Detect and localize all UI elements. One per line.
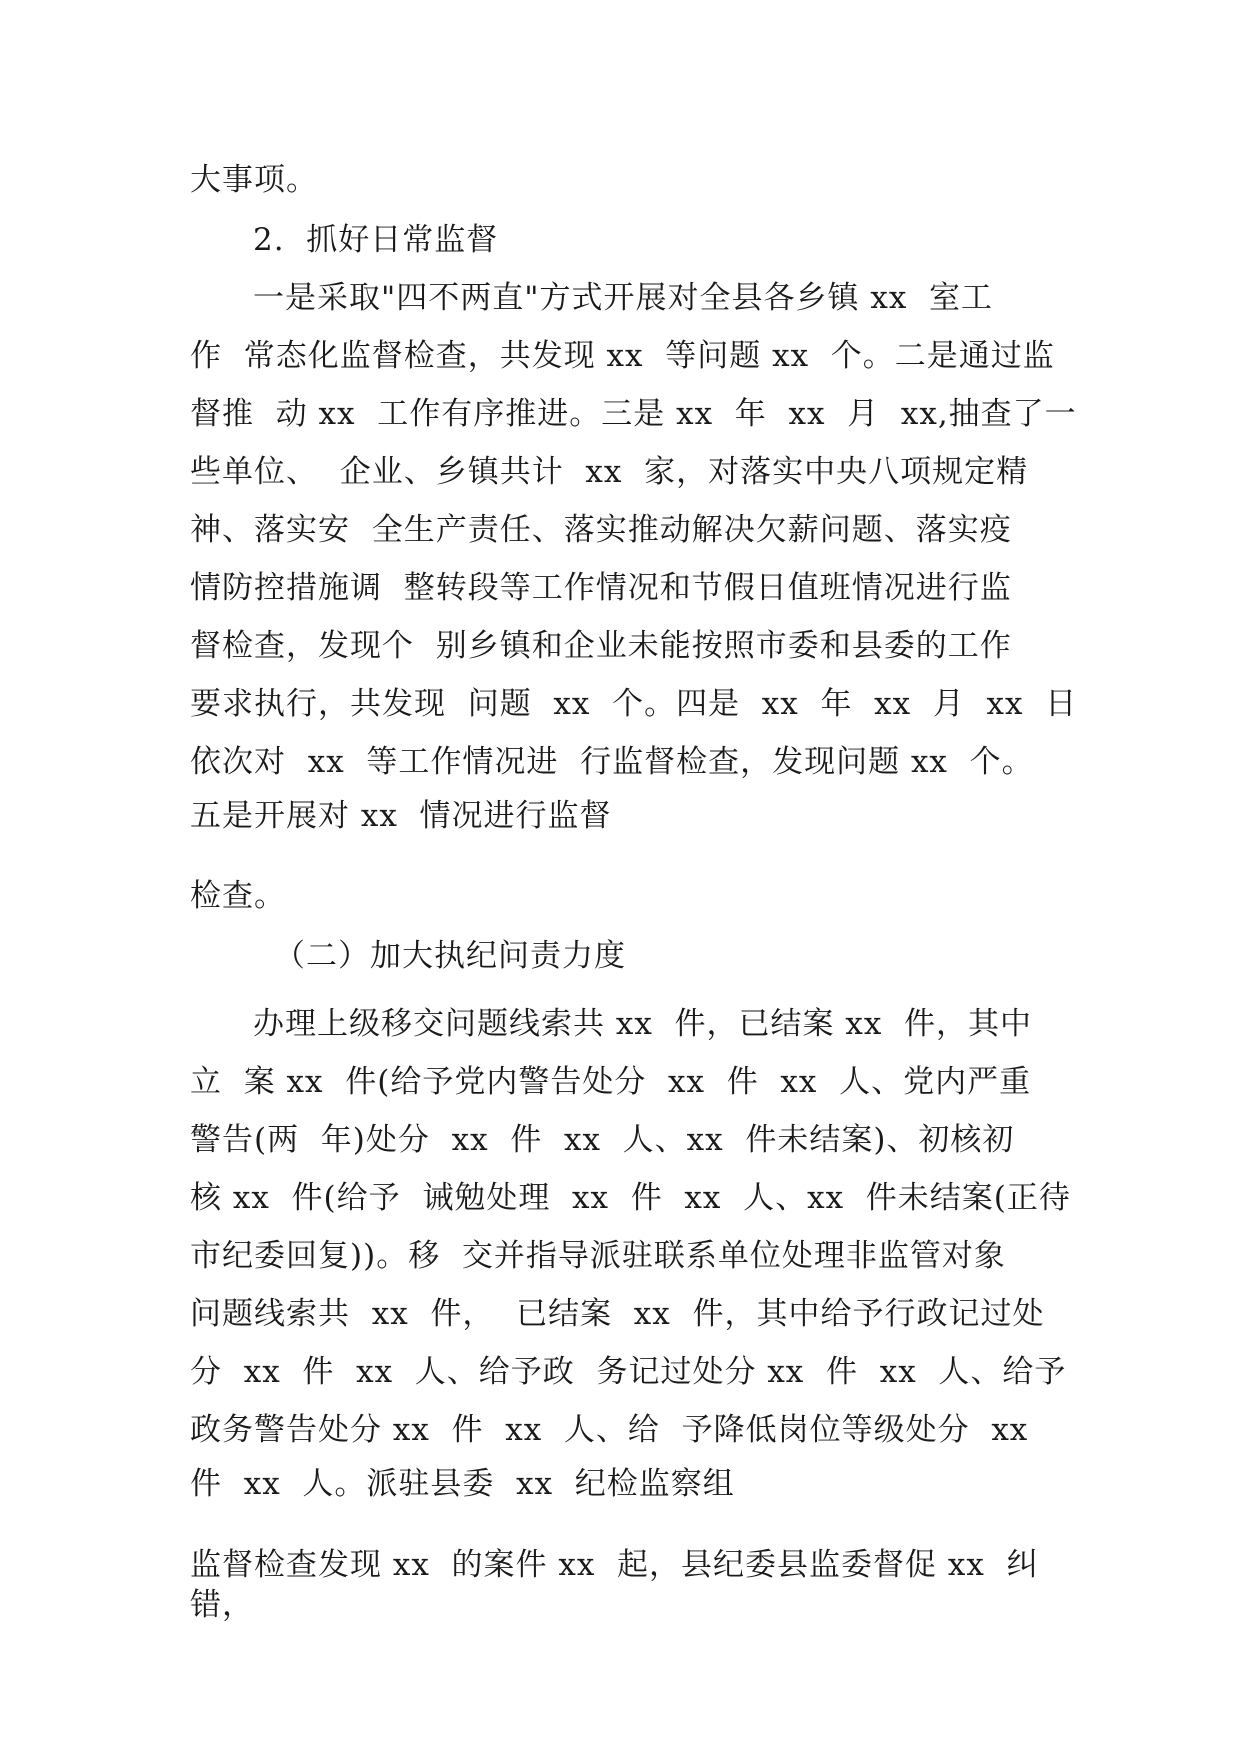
text-line: 些单位、 企业、乡镇共计 xx 家，对落实中央八项规定精 (190, 454, 1029, 490)
text-line: 办理上级移交问题线索共 xx 件，已结案 xx 件，其中 (253, 1006, 1033, 1042)
text-line: 立 案 xx 件(给予党内警告处分 xx 件 xx 人、党内严重 (190, 1064, 1032, 1100)
section-heading: （二）加大执纪问责力度 (274, 938, 626, 974)
text-line: 督检查，发现个 别乡镇和企业未能按照市委和县委的工作 (190, 628, 1012, 664)
text-line: 政务警告处分 xx 件 xx 人、给 予降低岗位等级处分 xx (190, 1412, 1029, 1448)
text-line: 错， (190, 1587, 254, 1623)
text-line: 检查。 (190, 878, 286, 914)
text-line: 督推 动 xx 工作有序推进。三是 xx 年 xx 月 xx,抽查了一 (190, 396, 1077, 432)
text-line: 要求执行，共发现 问题 xx 个。四是 xx 年 xx 月 xx 日 (190, 686, 1078, 722)
text-line: 问题线索共 xx 件， 已结案 xx 件，其中给予行政记过处 (190, 1296, 1045, 1332)
text-line: 依次对 xx 等工作情况进 行监督检查，发现问题 xx 个。 (190, 744, 1034, 780)
text-line: 件 xx 人。派驻县委 xx 纪检监察组 (190, 1466, 735, 1502)
text-line: 分 xx 件 xx 人、给予政 务记过处分 xx 件 xx 人、给予 (190, 1354, 1067, 1390)
text-line: 情防控措施调 整转段等工作情况和节假日值班情况进行监 (190, 570, 1012, 606)
text-line: 市纪委回复))。移 交并指导派驻联系单位处理非监管对象 (190, 1238, 1006, 1274)
text-line: 神、落实安 全生产责任、落实推动解决欠薪问题、落实疫 (190, 512, 1012, 548)
text-line: 作 常态化监督检查，共发现 xx 等问题 xx 个。二是通过监 (190, 338, 1055, 374)
text-line: 核 xx 件(给予 诫勉处理 xx 件 xx 人、xx 件未结案(正待 (190, 1180, 1071, 1216)
text-line: 大事项。 (190, 162, 318, 198)
section-heading: 2. 抓好日常监督 (253, 222, 499, 258)
text-line: 警告(两 年)处分 xx 件 xx 人、xx 件未结案)、初核初 (190, 1122, 1015, 1158)
text-line: 一是采取"四不两直"方式开展对全县各乡镇 xx 室工 (253, 280, 994, 316)
text-line: 监督检查发现 xx 的案件 xx 起，县纪委县监委督促 xx 纠 (190, 1547, 1039, 1583)
text-line: 五是开展对 xx 情况进行监督 (190, 798, 612, 834)
